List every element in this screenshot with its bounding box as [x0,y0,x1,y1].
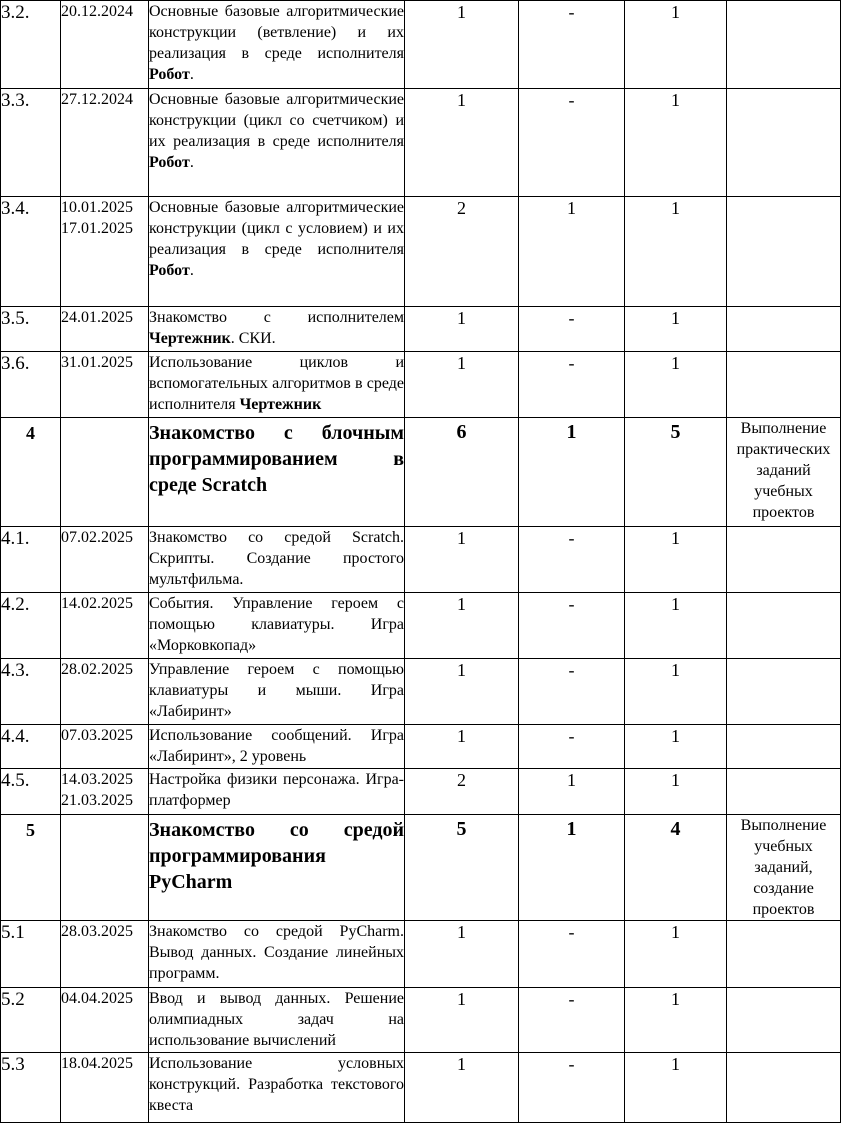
row-topic [149,921,405,988]
topic-text: Основные базовые алгоритмические конструкции (цикл со счетчиком) и их реализация в среде исполнителя [149,91,404,150]
hours-total: 1 [405,725,519,769]
row-topic [149,352,405,418]
hours-theory: 1 [519,418,625,527]
row-number: 4.5. [1,769,61,815]
hours-total: 5 [405,815,519,921]
hours-theory: - [519,593,625,659]
row-note [727,89,841,197]
hours-total: 1 [405,352,519,418]
hours-practice: 1 [625,659,727,725]
row-dates [61,815,149,921]
section-number: 4 [1,418,61,527]
row-number: 4.3. [1,659,61,725]
hours-total: 1 [405,307,519,352]
row-topic [149,1,405,89]
hours-theory: - [519,527,625,593]
row-dates [61,769,149,815]
row-date: 10.01.2025 [61,199,133,216]
hours-practice: 4 [625,815,727,921]
row-note [727,725,841,769]
row-dates [61,527,149,593]
row-dates [61,725,149,769]
row-number: 3.6. [1,352,61,418]
row-topic [149,988,405,1053]
topic-text: Основные базовые алгоритмические конструкции (цикл с условием) и их реализация в среде исполнителя [149,199,404,258]
row-number: 5.2 [1,988,61,1053]
row-topic [149,307,405,352]
topic-tail: . [189,262,194,279]
row-number: 3.4. [1,197,61,307]
section-title: Знакомство со средой программирования PyCharm [149,815,405,921]
row-dates [61,593,149,659]
executor-name: Чертежник [149,330,231,347]
hours-practice: 1 [625,921,727,988]
topic-text: Использование условных конструкций. Разработка текстового квеста [149,1055,404,1114]
hours-total: 6 [405,418,519,527]
executor-name: Робот [149,154,190,171]
executor-name: Робот [149,66,190,83]
row-number: 5.1 [1,921,61,988]
topic-text: События. Управление героем с помощью клавиатуры. Игра «Морковкопад» [149,595,404,654]
hours-practice: 1 [625,89,727,197]
hours-total: 1 [405,89,519,197]
hours-total: 2 [405,769,519,815]
hours-practice: 1 [625,1,727,89]
row-topic [149,89,405,197]
topic-text: Настройка физики персонажа. Игра-платформер [149,771,404,809]
topic-tail: . [189,66,194,83]
hours-practice: 1 [625,988,727,1053]
row-number: 4.2. [1,593,61,659]
table-row [1,307,841,352]
hours-total: 2 [405,197,519,307]
hours-practice: 1 [625,527,727,593]
row-number: 3.5. [1,307,61,352]
hours-total: 1 [405,593,519,659]
row-topic [149,593,405,659]
hours-practice: 1 [625,352,727,418]
hours-total: 1 [405,988,519,1053]
row-topic [149,527,405,593]
table-row [1,988,841,1053]
row-topic [149,197,405,307]
table-row [1,725,841,769]
hours-theory: - [519,921,625,988]
topic-text: Использование циклов и вспомогательных алгоритмов в среде исполнителя [149,354,404,413]
section-row [1,815,841,921]
row-date: 28.02.2025 [61,661,133,678]
row-note [727,769,841,815]
executor-name: Чертежник [239,396,322,413]
row-date: 07.02.2025 [61,529,133,546]
row-date: 24.01.2025 [61,309,133,326]
section-row [1,418,841,527]
row-date: 04.04.2025 [61,990,133,1007]
hours-total: 1 [405,921,519,988]
section-note: Выполнение учебных заданий, создание проектов [727,815,841,921]
row-dates [61,307,149,352]
hours-theory: - [519,1,625,89]
row-date: 21.03.2025 [61,792,133,809]
row-note [727,988,841,1053]
topic-text: Знакомство со средой PyCharm. Вывод данных. Создание линейных программ. [149,923,404,982]
table-row [1,197,841,307]
topic-tail: . [189,154,194,171]
row-topic [149,1053,405,1123]
hours-theory: 1 [519,197,625,307]
row-topic [149,659,405,725]
row-date: 18.04.2025 [61,1055,133,1072]
hours-theory: 1 [519,769,625,815]
hours-practice: 5 [625,418,727,527]
row-note [727,593,841,659]
row-number: 5.3 [1,1053,61,1123]
hours-theory: - [519,1053,625,1123]
row-number: 4.4. [1,725,61,769]
hours-total: 1 [405,659,519,725]
table-row [1,352,841,418]
hours-practice: 1 [625,769,727,815]
topic-tail: . СКИ. [230,330,276,347]
lesson-plan-body [1,1,841,1123]
row-date: 14.03.2025 [61,771,133,788]
hours-theory: - [519,307,625,352]
table-row [1,769,841,815]
row-note [727,921,841,988]
hours-theory: - [519,988,625,1053]
hours-theory: 1 [519,815,625,921]
topic-text: Знакомство со средой Scratch. Скрипты. Создание простого мультфильма. [149,529,404,588]
table-row [1,1,841,89]
row-note [727,352,841,418]
hours-theory: - [519,352,625,418]
executor-name: Робот [149,262,190,279]
row-dates [61,197,149,307]
topic-text: Использование сообщений. Игра «Лабиринт», 2 уровень [149,727,404,765]
row-number: 3.3. [1,89,61,197]
row-dates [61,1,149,89]
row-note [727,527,841,593]
row-note [727,659,841,725]
row-date: 27.12.2024 [61,91,133,108]
row-number: 3.2. [1,1,61,89]
table-row [1,527,841,593]
row-date: 17.01.2025 [61,220,133,237]
row-note [727,307,841,352]
topic-text: Управление героем с помощью клавиатуры и мыши. Игра «Лабиринт» [149,661,404,720]
row-dates [61,89,149,197]
hours-theory: - [519,89,625,197]
row-number: 4.1. [1,527,61,593]
table-row [1,921,841,988]
row-date: 14.02.2025 [61,595,133,612]
topic-text: Ввод и вывод данных. Решение олимпиадных задач на использование вычислений [149,990,404,1049]
row-dates [61,1053,149,1123]
row-note [727,1053,841,1123]
section-title: Знакомство с блочным программированием в среде Scratch [149,418,405,527]
hours-practice: 1 [625,307,727,352]
topic-text: Основные базовые алгоритмические конструкции (ветвление) и их реализация в среде исполнителя [149,3,404,62]
table-row [1,593,841,659]
hours-practice: 1 [625,593,727,659]
row-date: 07.03.2025 [61,727,133,744]
row-date: 20.12.2024 [61,3,133,20]
hours-theory: - [519,725,625,769]
row-date: 28.03.2025 [61,923,133,940]
hours-total: 1 [405,1053,519,1123]
hours-theory: - [519,659,625,725]
topic-text: Знакомство с исполнителем [149,309,404,326]
hours-total: 1 [405,527,519,593]
row-topic [149,725,405,769]
section-note: Выполнение практических заданий учебных проектов [727,418,841,527]
row-date: 31.01.2025 [61,354,133,371]
section-number: 5 [1,815,61,921]
hours-practice: 1 [625,725,727,769]
table-row [1,659,841,725]
table-row [1,1053,841,1123]
row-topic [149,769,405,815]
row-dates [61,418,149,527]
row-dates [61,659,149,725]
row-dates [61,921,149,988]
row-dates [61,352,149,418]
row-note [727,1,841,89]
hours-total: 1 [405,1,519,89]
row-dates [61,988,149,1053]
table-row [1,89,841,197]
hours-practice: 1 [625,197,727,307]
row-note [727,197,841,307]
hours-practice: 1 [625,1053,727,1123]
